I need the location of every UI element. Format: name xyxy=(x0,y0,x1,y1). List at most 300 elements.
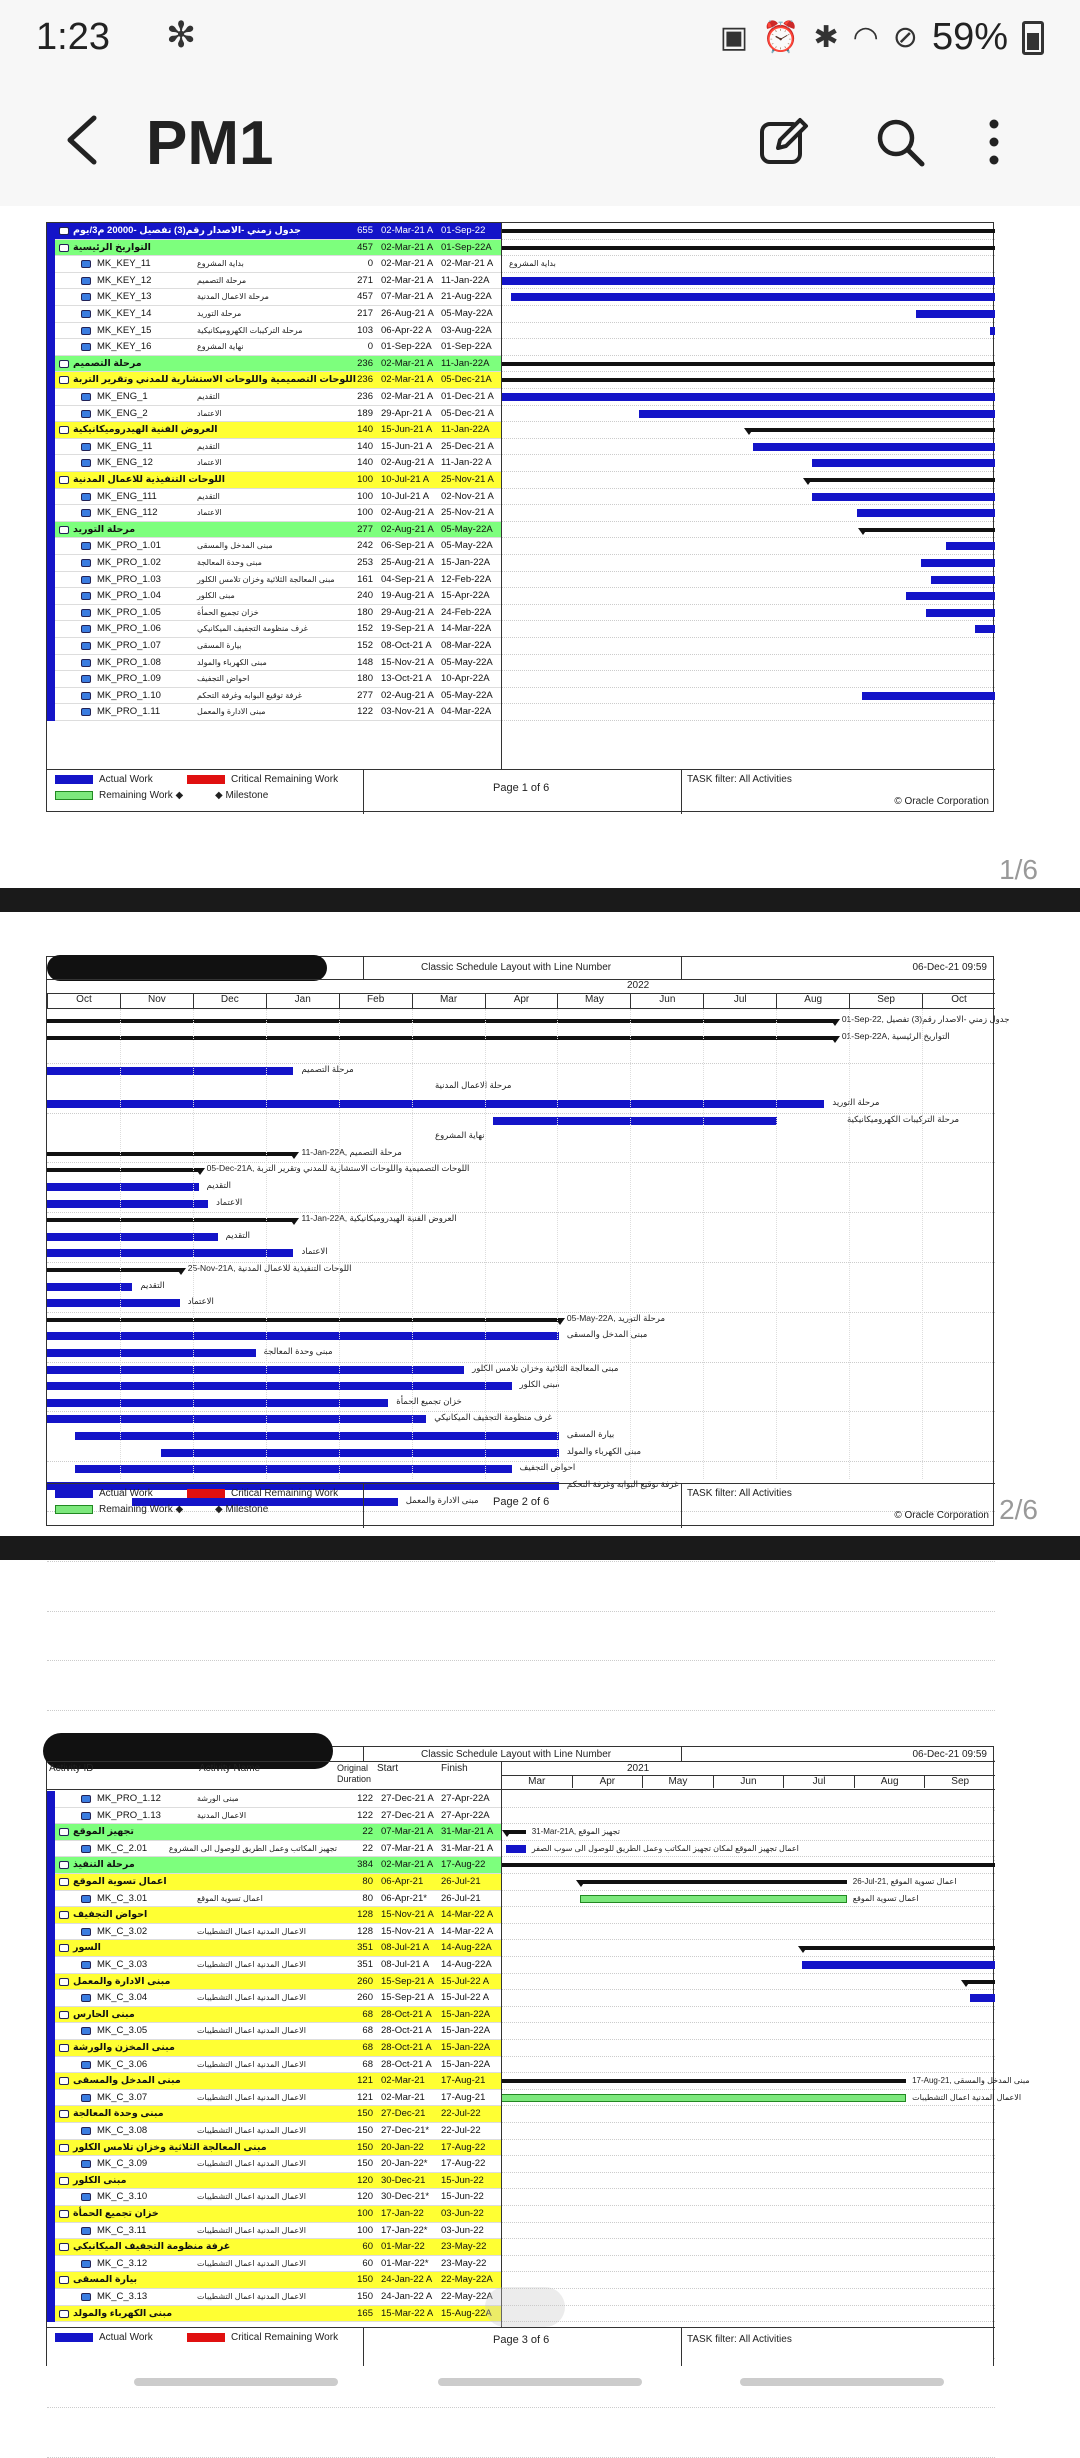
table-row[interactable] xyxy=(47,2123,995,2140)
table-row[interactable] xyxy=(47,2189,995,2206)
actual-work-bar xyxy=(47,1332,559,1340)
summary-marker xyxy=(798,1946,808,1953)
actual-work-bar xyxy=(47,1399,388,1407)
wbs-strip xyxy=(47,2239,55,2256)
wbs-icon xyxy=(59,476,69,484)
app-bar xyxy=(0,72,1080,206)
actual-work-bar xyxy=(47,1349,256,1357)
wbs-strip xyxy=(47,2256,55,2273)
table-row[interactable] xyxy=(47,1874,995,1891)
bar-label: 01-Sep-22A, التواريخ الرئيسية xyxy=(841,1030,950,1041)
wbs-strip xyxy=(47,2023,55,2040)
activity-icon xyxy=(81,2227,91,2235)
original-duration: 100 xyxy=(357,2224,373,2236)
wbs-strip xyxy=(47,422,55,439)
month-gridline xyxy=(412,1009,413,1479)
summary-marker xyxy=(289,1152,299,1159)
activity-id: MK_PRO_1.07 xyxy=(97,640,161,651)
wbs-strip xyxy=(47,1924,55,1941)
table-row[interactable] xyxy=(47,688,995,705)
col-start: Start xyxy=(377,1763,399,1774)
table-row[interactable] xyxy=(47,505,995,522)
back-arrow-icon[interactable] xyxy=(60,112,108,168)
table-row[interactable] xyxy=(47,2256,995,2273)
start-date: 28-Oct-21 A xyxy=(381,2058,432,2070)
wbs-icon xyxy=(59,2077,69,2085)
original-duration: 121 xyxy=(357,2075,373,2087)
original-duration: 180 xyxy=(357,606,373,618)
wbs-strip xyxy=(47,389,55,406)
wbs-name: اعمال تسوية الموقع xyxy=(73,1876,167,1887)
wbs-strip xyxy=(47,2140,55,2157)
activity-id: MK_C_3.10 xyxy=(97,2191,148,2203)
bluetooth-icon: ✱ xyxy=(813,21,839,54)
start-date: 02-Mar-21 xyxy=(381,2091,425,2103)
legend-actual: Actual Work xyxy=(99,774,153,785)
summary-bar xyxy=(501,362,995,366)
month-label: Mar xyxy=(412,994,485,1008)
table-row[interactable] xyxy=(47,555,995,572)
finish-date: 17-Aug-21 xyxy=(441,2091,486,2103)
actual-work-bar xyxy=(931,576,995,584)
original-duration: 260 xyxy=(357,1992,373,2004)
table-row[interactable] xyxy=(47,223,995,240)
table-row[interactable] xyxy=(47,1891,995,1908)
wbs-strip xyxy=(47,2040,55,2057)
table-row[interactable] xyxy=(47,2173,995,2190)
table-row[interactable] xyxy=(47,2040,995,2057)
page1-copyright: © Oracle Corporation xyxy=(894,796,989,807)
activity-name: التقديم xyxy=(197,392,220,401)
start-date: 27-Dec-21 A xyxy=(381,1809,434,1821)
activity-id: MK_KEY_13 xyxy=(97,291,152,303)
start-date: 06-Apr-21 xyxy=(381,1876,424,1887)
table-row[interactable] xyxy=(47,522,995,539)
table-row[interactable] xyxy=(47,1924,995,1941)
original-duration: 150 xyxy=(357,2291,373,2302)
actual-work-bar xyxy=(990,327,995,335)
activity-id: MK_PRO_1.08 xyxy=(97,656,161,668)
activity-id: MK_PRO_1.06 xyxy=(97,623,161,635)
original-duration: 152 xyxy=(357,640,373,651)
actual-work-bar xyxy=(753,443,995,451)
bar-label: التقديم xyxy=(225,1229,250,1240)
activity-icon xyxy=(81,509,91,517)
start-date: 08-Jul-21 A xyxy=(381,1959,430,1970)
start-date: 28-Oct-21 A xyxy=(381,2025,432,2037)
table-row[interactable] xyxy=(47,1940,995,1957)
bar-label: احواض التجفيف xyxy=(519,1462,576,1473)
table-row[interactable] xyxy=(47,439,995,456)
activity-icon xyxy=(81,708,91,716)
activity-name: الاعمال المدنية اعمال التشطيبات xyxy=(197,2159,306,2169)
gantt-divider xyxy=(501,223,502,769)
start-date: 27-Dec-21 A xyxy=(381,1793,434,1804)
start-date: 20-Jan-22* xyxy=(381,2158,428,2170)
wbs-icon xyxy=(59,2011,69,2019)
month-label: Sep xyxy=(924,1776,995,1788)
summary-bar xyxy=(47,1036,834,1040)
table-row[interactable] xyxy=(47,2073,1030,2090)
battery-saver-icon: ▣ xyxy=(719,21,749,54)
original-duration: 351 xyxy=(357,1959,373,1970)
month-label: Sep xyxy=(849,994,922,1008)
page2-legend: Actual Work Critical Remaining Work Remaining Work ◆ ◆ Milestone Page 2 of 6 TASK filter: All Activities © Oracle Corporation xyxy=(47,1483,995,1527)
table-row[interactable] xyxy=(47,489,995,506)
table-row[interactable] xyxy=(47,1808,995,1825)
activity-id: MK_C_3.02 xyxy=(97,1925,148,1937)
finish-date: 14-Mar-22 A xyxy=(441,1925,494,1937)
start-date: 06-Apr-22 A xyxy=(381,324,432,336)
bar-label: 05-May-22A, مرحلة التوريد xyxy=(566,1312,666,1323)
legend-critical: Critical Remaining Work xyxy=(231,2332,339,2343)
start-date: 02-Mar-21 A xyxy=(381,374,434,386)
finish-date: 05-Dec-21 A xyxy=(441,407,494,419)
finish-date: 03-Jun-22 xyxy=(441,2208,484,2219)
actual-work-bar xyxy=(47,1366,464,1374)
start-date: 01-Mar-22 xyxy=(381,2241,425,2253)
wbs-icon xyxy=(59,2044,69,2052)
table-row[interactable] xyxy=(47,256,995,273)
activity-name: الاعمال المدنية اعمال التشطيبات xyxy=(197,1993,306,2003)
bar-label: غرفة توقيع البوابه وغرفة التحكم xyxy=(566,1478,679,1489)
activity-id: MK_KEY_15 xyxy=(97,324,152,336)
start-date: 07-Mar-21 A xyxy=(381,291,434,303)
original-duration: 60 xyxy=(362,2257,373,2269)
bar-label: مبنى وحدة المعالجة xyxy=(263,1346,333,1356)
wbs-icon xyxy=(59,2310,69,2318)
table-row[interactable] xyxy=(47,1990,995,2007)
table-row[interactable] xyxy=(47,406,995,423)
wbs-name: احواض التجفيف xyxy=(73,1909,148,1921)
wbs-icon xyxy=(59,2144,69,2152)
page-separator xyxy=(0,1536,1080,1560)
activity-name: غرف منظومة التجفيف الميكانيكي xyxy=(197,624,308,634)
page1-filter: TASK filter: All Activities xyxy=(687,774,792,785)
table-row[interactable] xyxy=(47,455,995,472)
month-label: Nov xyxy=(120,994,193,1008)
wbs-icon xyxy=(59,526,69,534)
table-row[interactable] xyxy=(47,2206,995,2223)
table-row[interactable] xyxy=(47,240,995,257)
col-activity-name: Activity Name xyxy=(199,1763,261,1774)
actual-work-bar xyxy=(47,1249,293,1257)
wbs-name: مرحلة التوريد xyxy=(73,523,136,535)
original-duration: 68 xyxy=(362,2042,373,2053)
table-row[interactable] xyxy=(47,2223,995,2240)
start-date: 15-Jun-21 A xyxy=(381,424,433,436)
activity-id: MK_PRO_1.10 xyxy=(97,689,161,701)
wbs-strip xyxy=(47,339,55,356)
summary-bar xyxy=(802,1946,995,1950)
page3-title: Classic Schedule Layout with Line Number xyxy=(421,1749,612,1760)
finish-date: 27-Apr-22A xyxy=(441,1809,490,1821)
table-row[interactable] xyxy=(47,289,995,306)
month-gridline xyxy=(266,1009,267,1479)
original-duration: 22 xyxy=(362,1826,373,1838)
original-duration: 103 xyxy=(357,324,373,336)
bar-label: مبنى الكلور xyxy=(519,1379,560,1390)
table-row[interactable] xyxy=(47,306,995,323)
actual-work-swatch xyxy=(55,775,93,784)
start-date: 04-Sep-21 A xyxy=(381,573,434,585)
finish-date: 22-Jul-22 xyxy=(441,2125,481,2136)
gantt-gridline xyxy=(47,1162,995,1163)
table-row[interactable] xyxy=(47,1857,995,1874)
actual-work-bar xyxy=(47,1183,199,1191)
wbs-strip xyxy=(47,256,55,273)
remaining-work-bar xyxy=(501,2094,906,2102)
wbs-strip xyxy=(47,688,55,705)
page2-title: Classic Schedule Layout with Line Number xyxy=(421,962,612,973)
wbs-icon xyxy=(59,244,69,252)
activity-name: الاعمال المدنية اعمال التشطيبات xyxy=(197,2092,306,2102)
month-label: Apr xyxy=(485,994,558,1008)
activity-id: MK_C_3.07 xyxy=(97,2091,148,2103)
activity-id: MK_ENG_111 xyxy=(97,490,157,502)
activity-icon xyxy=(81,2094,91,2102)
month-label: Aug xyxy=(854,1776,925,1788)
month-label: Jul xyxy=(703,994,776,1008)
summary-bar xyxy=(501,229,995,233)
start-date: 24-Jan-22 A xyxy=(381,2274,433,2286)
table-row[interactable] xyxy=(47,1841,995,1858)
nav-handle[interactable] xyxy=(438,2378,642,2386)
activity-icon xyxy=(81,659,91,667)
actual-work-bar xyxy=(493,1117,777,1125)
table-row[interactable] xyxy=(47,1791,995,1808)
original-duration: 120 xyxy=(357,2174,373,2186)
actual-work-bar xyxy=(862,692,995,700)
summary-marker xyxy=(555,1318,565,1325)
legend-remaining: Remaining Work xyxy=(99,1504,173,1515)
wbs-strip xyxy=(47,306,55,323)
summary-marker xyxy=(830,1036,840,1043)
wbs-icon xyxy=(59,376,69,384)
table-row[interactable] xyxy=(47,422,995,439)
finish-date: 17-Aug-22 xyxy=(441,1859,486,1871)
table-row[interactable] xyxy=(47,472,995,489)
table-row[interactable] xyxy=(47,1907,995,1924)
gantt-gridline xyxy=(47,2407,995,2408)
table-row[interactable] xyxy=(47,339,995,356)
wbs-strip xyxy=(47,2289,55,2306)
wbs-strip xyxy=(47,406,55,423)
critical-work-swatch xyxy=(187,775,225,784)
finish-date: 02-Nov-21 A xyxy=(441,490,494,502)
nav-handle[interactable] xyxy=(134,2378,338,2386)
activity-name: غرفة توقيع البوابه وغرفة التحكم xyxy=(197,690,302,700)
table-row[interactable] xyxy=(47,704,995,721)
finish-date: 24-Feb-22A xyxy=(441,606,492,618)
table-row[interactable] xyxy=(47,671,995,688)
wbs-strip xyxy=(47,2206,55,2223)
activity-name: مرحلة الاعمال المدنية xyxy=(197,292,269,302)
activity-icon xyxy=(81,2027,91,2035)
finish-date: 08-Mar-22A xyxy=(441,640,492,651)
activity-icon xyxy=(81,327,91,335)
actual-work-bar xyxy=(47,1100,824,1108)
finish-date: 14-Mar-22 A xyxy=(441,1909,494,1921)
bar-label: مبنى الادارة والمعمل xyxy=(405,1495,479,1506)
original-duration: 0 xyxy=(367,341,373,353)
wbs-strip xyxy=(47,2057,55,2074)
original-duration: 100 xyxy=(357,490,373,502)
month-label: May xyxy=(642,1776,713,1788)
bar-label: غرف منظومة التجفيف الميكانيكي xyxy=(434,1412,552,1423)
table-row[interactable] xyxy=(47,372,995,389)
table-row[interactable] xyxy=(47,2156,995,2173)
wbs-name: جدول زمني -الاصدار رقم(3) تفصيل -20000 م3/يوم xyxy=(73,225,301,236)
wbs-name: مبنى المدخل والمسقى xyxy=(73,2075,181,2087)
bar-label: الاعتماد xyxy=(187,1296,214,1307)
table-row[interactable] xyxy=(47,588,995,605)
summary-marker xyxy=(289,1218,299,1225)
table-row[interactable] xyxy=(47,389,995,406)
wbs-strip xyxy=(47,2306,55,2323)
wbs-name: بيارة المسقى xyxy=(73,2274,138,2286)
gantt-gridline xyxy=(47,1710,995,1711)
search-icon[interactable] xyxy=(872,114,928,170)
summary-marker xyxy=(803,478,813,485)
bar-label: مرحلة التصميم xyxy=(301,1063,354,1074)
activity-name: الاعمال المدنية اعمال التشطيبات xyxy=(197,2026,306,2036)
wbs-name: مبنى الادارة والمعمل xyxy=(73,1975,171,1987)
activity-icon xyxy=(81,1795,91,1803)
table-row[interactable] xyxy=(47,1824,995,1841)
table-row[interactable] xyxy=(47,2023,995,2040)
table-row[interactable] xyxy=(47,2057,995,2074)
table-row[interactable] xyxy=(47,1974,995,1991)
finish-date: 15-Jun-22 xyxy=(441,2191,484,2203)
table-row[interactable] xyxy=(47,621,995,638)
activity-name: الاعمال المدنية اعمال التشطيبات xyxy=(197,2292,306,2301)
table-row[interactable] xyxy=(47,356,995,373)
original-duration: 457 xyxy=(357,291,373,303)
table-row[interactable] xyxy=(47,655,995,672)
activity-name: احواض التجفيف xyxy=(197,674,250,684)
table-row[interactable] xyxy=(47,605,995,622)
original-duration: 100 xyxy=(357,2208,373,2219)
activity-icon xyxy=(81,2127,91,2135)
activity-name: الاعمال المدنية اعمال التشطيبات xyxy=(197,2126,306,2135)
activity-id: MK_PRO_1.04 xyxy=(97,590,161,602)
start-date: 19-Aug-21 A xyxy=(381,590,434,602)
finish-date: 01-Sep-22 xyxy=(441,225,486,236)
more-options-icon[interactable] xyxy=(966,114,1022,170)
activity-id: MK_C_3.09 xyxy=(97,2158,148,2170)
gantt-gridline xyxy=(501,720,995,721)
month-label: Oct xyxy=(47,994,120,1008)
table-row[interactable] xyxy=(47,323,995,340)
activity-name: مبنى المعالجة الثلاثية وخزان تلامس الكلور xyxy=(197,574,335,584)
pdf-viewer[interactable] xyxy=(0,206,1080,2366)
summary-marker xyxy=(576,1880,586,1887)
finish-date: 15-Jan-22A xyxy=(441,2042,491,2053)
start-date: 17-Jan-22 xyxy=(381,2208,424,2219)
wbs-strip xyxy=(47,2123,55,2140)
bar-label: 26-Jul-21, اعمال تسوية الموقع xyxy=(852,1877,957,1886)
original-duration: 351 xyxy=(357,1942,373,1954)
original-duration: 150 xyxy=(357,2274,373,2286)
activity-name: مبنى الادارة والمعمل xyxy=(197,707,266,717)
page-indicator-2: 2/6 xyxy=(999,1494,1038,1525)
activity-name: مرحلة التصميم xyxy=(197,275,247,285)
pdf-page-3 xyxy=(46,1746,1030,2386)
original-duration: 271 xyxy=(357,274,373,286)
table-row[interactable] xyxy=(47,1957,995,1974)
table-row[interactable] xyxy=(47,538,995,555)
wbs-name: خزان تجميع الحمأة xyxy=(73,2208,159,2219)
edit-icon[interactable] xyxy=(756,114,812,170)
wbs-strip xyxy=(47,555,55,572)
table-row[interactable] xyxy=(47,273,995,290)
wbs-name: اللوحات التصميمية واللوحات الاستشارية للمدني وتقرير التربة xyxy=(73,374,356,386)
start-date: 08-Oct-21 A xyxy=(381,640,432,651)
gantt-gridline xyxy=(47,1411,995,1412)
actual-work-bar xyxy=(916,310,995,318)
start-date: 27-Dec-21 xyxy=(381,2108,426,2120)
wbs-name: مبنى الحارس xyxy=(73,2008,135,2020)
finish-date: 15-Jan-22A xyxy=(441,2025,491,2037)
start-date: 02-Mar-21 A xyxy=(381,241,434,253)
remaining-work-bar xyxy=(580,1895,847,1903)
watermark xyxy=(485,2287,565,2327)
nav-handle[interactable] xyxy=(740,2378,944,2386)
fan-icon: ✻ xyxy=(166,14,197,55)
actual-work-bar xyxy=(75,1432,558,1440)
wbs-strip xyxy=(47,538,55,555)
activity-icon xyxy=(81,542,91,550)
table-row[interactable] xyxy=(47,2239,995,2256)
table-row[interactable] xyxy=(47,2106,995,2123)
activity-id: MK_C_3.11 xyxy=(97,2224,147,2236)
navigation-bar xyxy=(0,2366,1080,2400)
summary-bar xyxy=(748,428,995,432)
wbs-icon xyxy=(59,1911,69,1919)
original-duration: 148 xyxy=(357,656,373,668)
month-gridline xyxy=(193,1009,194,1479)
table-row[interactable] xyxy=(47,638,995,655)
activity-name: مرحلة التوريد xyxy=(197,309,242,318)
activity-icon xyxy=(81,2193,91,2201)
actual-work-bar xyxy=(639,410,995,418)
original-duration: 217 xyxy=(357,308,373,319)
table-row[interactable] xyxy=(47,2140,995,2157)
remaining-work-swatch xyxy=(55,1505,93,1514)
gantt-gridline xyxy=(47,1212,995,1213)
wbs-strip xyxy=(47,1841,55,1858)
gantt-divider xyxy=(501,1761,502,2327)
summary-bar xyxy=(47,1318,559,1322)
table-row[interactable] xyxy=(47,572,995,589)
wbs-name: مرحلة التنفيذ xyxy=(73,1859,135,1871)
activity-name: الاعمال المدنية اعمال التشطيبات xyxy=(197,2258,306,2268)
wbs-strip xyxy=(47,2073,55,2090)
remaining-work-swatch xyxy=(55,791,93,800)
activity-icon xyxy=(81,277,91,285)
table-row[interactable] xyxy=(47,2007,995,2024)
wbs-name: اللوحات التنفيذية للاعمال المدنية xyxy=(73,474,225,485)
table-row[interactable] xyxy=(47,2090,1022,2107)
wbs-strip xyxy=(47,1940,55,1957)
month-label: Mar xyxy=(501,1776,572,1788)
activity-name: بيارة المسقى xyxy=(197,641,242,650)
start-date: 28-Oct-21 A xyxy=(381,2042,432,2053)
original-duration: 128 xyxy=(357,1909,373,1921)
wbs-icon xyxy=(59,2276,69,2284)
bar-label: نهاية المشروع xyxy=(435,1130,485,1141)
